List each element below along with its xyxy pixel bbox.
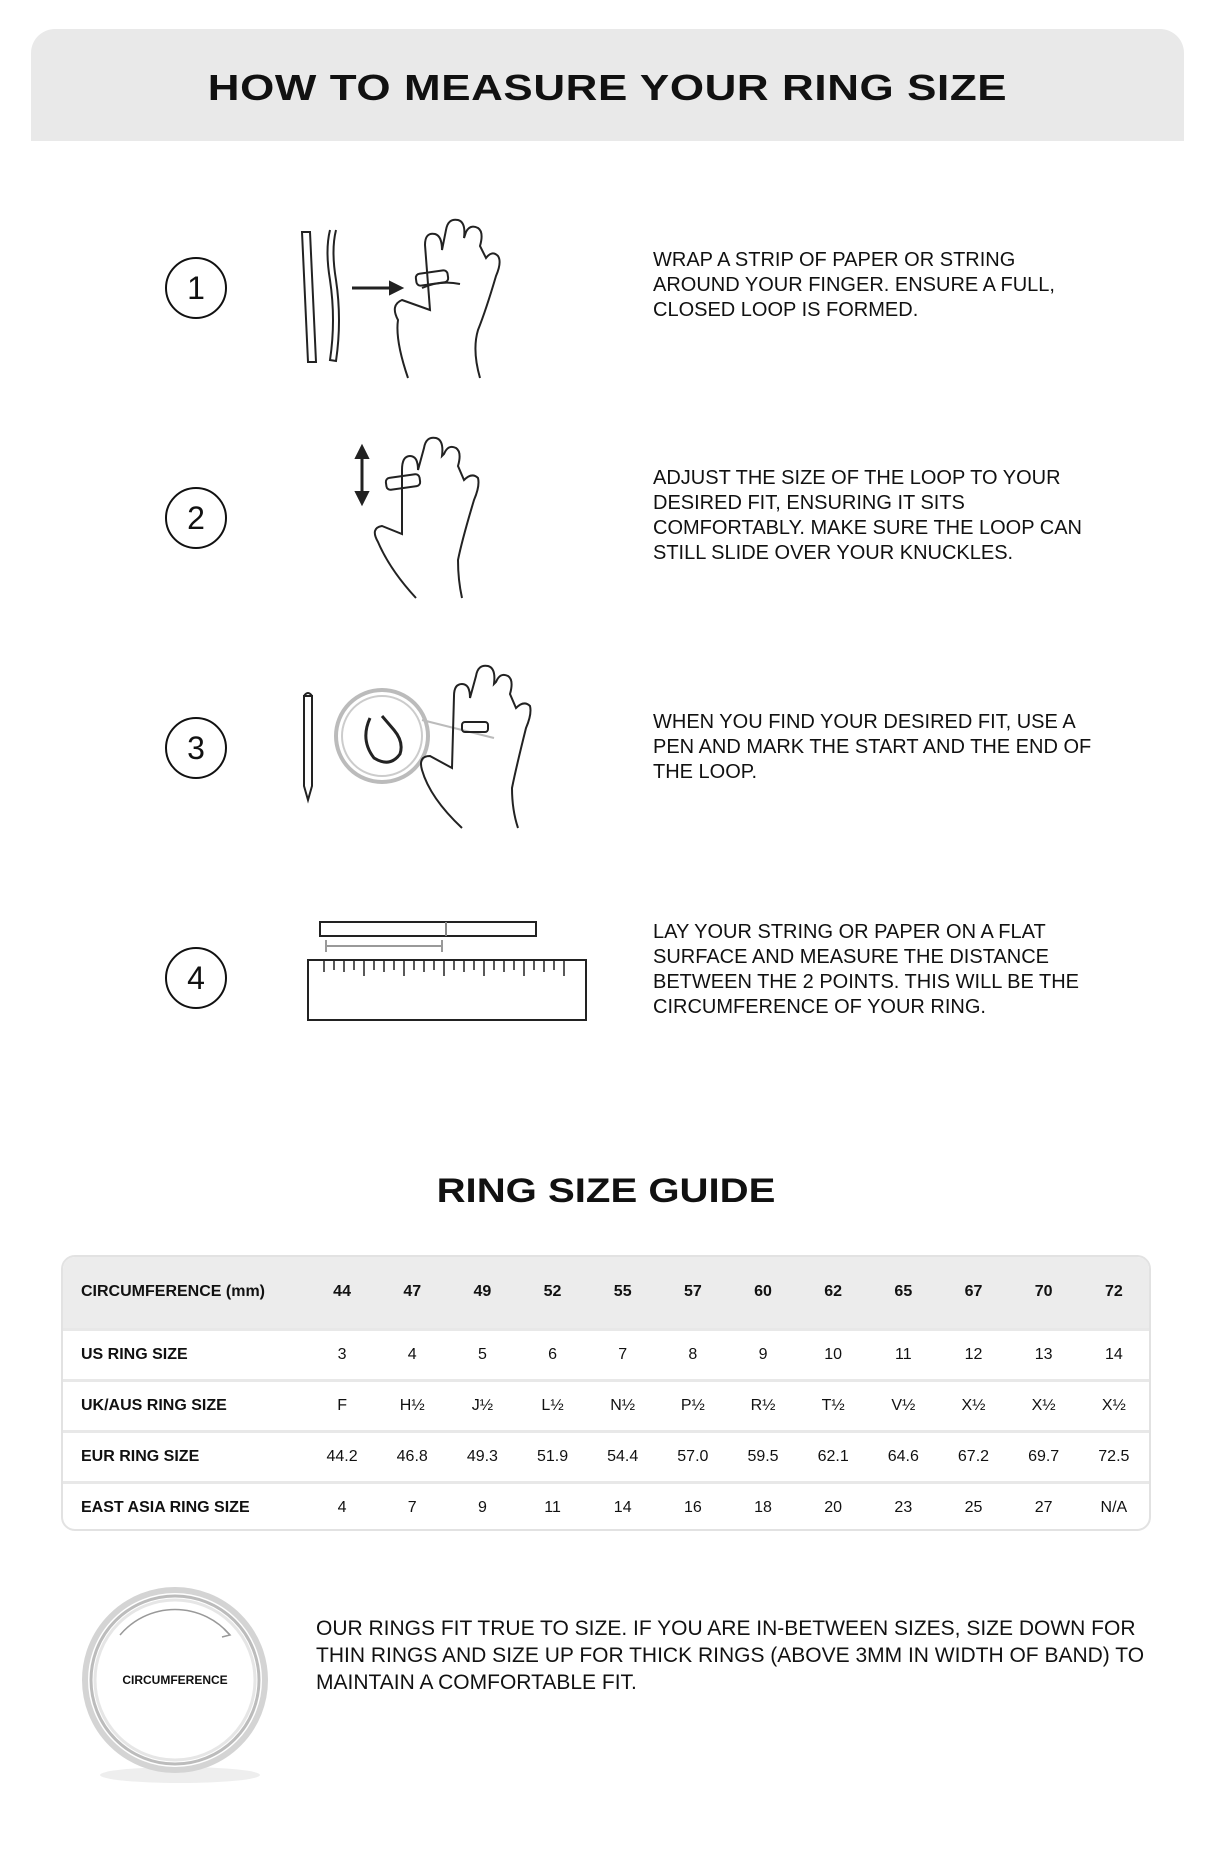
table-cell: 55 — [613, 1283, 632, 1301]
table-cell: 64.6 — [887, 1447, 919, 1465]
table-cell: 4 — [337, 1499, 347, 1517]
table-cell: 49.3 — [466, 1447, 498, 1465]
wrap-paper-illustration — [290, 210, 550, 385]
adjust-loop-illustration — [290, 430, 510, 605]
table-row — [63, 1257, 1149, 1329]
row-label: CIRCUMFERENCE (mm) — [81, 1283, 265, 1301]
table-cell: N½ — [610, 1396, 636, 1414]
row-label: EAST ASIA RING SIZE — [81, 1499, 250, 1517]
table-cell: 27 — [1034, 1499, 1053, 1517]
step-text: ADJUST THE SIZE OF THE LOOP TO YOUR DESIRED FIT, ENSURING IT SITS COMFORTABLY. MAKE SURE THE LOOP CAN STILL SLIDE OVER YOUR KNUCKLES. — [653, 467, 1082, 564]
table-cell: 9 — [477, 1499, 487, 1517]
table-cell: 46.8 — [396, 1447, 428, 1465]
table-cell: X½ — [1101, 1396, 1126, 1414]
table-cell: 12 — [964, 1345, 983, 1363]
table-cell: L½ — [541, 1396, 564, 1414]
table-cell: H½ — [399, 1396, 425, 1414]
table-cell: 57 — [683, 1283, 702, 1301]
table-cell: 59.5 — [747, 1447, 779, 1465]
step-text: WRAP A STRIP OF PAPER OR STRING AROUND YOUR FINGER. ENSURE A FULL, CLOSED LOOP IS FORMED. — [653, 249, 1055, 321]
table-cell: 13 — [1034, 1345, 1053, 1363]
table-row — [63, 1380, 1149, 1431]
table-row — [63, 1329, 1149, 1380]
mark-loop-illustration — [290, 660, 580, 835]
table-row — [63, 1431, 1149, 1482]
table-cell: 47 — [403, 1283, 422, 1301]
table-cell: 20 — [824, 1499, 843, 1517]
table-cell: J½ — [471, 1396, 494, 1414]
table-cell: T½ — [821, 1396, 845, 1414]
table-cell: 10 — [824, 1345, 843, 1363]
table-cell: 23 — [894, 1499, 913, 1517]
row-label: US RING SIZE — [81, 1345, 188, 1363]
step-number: 3 — [165, 717, 227, 779]
hand-icon — [375, 438, 479, 598]
step-number: 2 — [165, 487, 227, 549]
table-cell: 67 — [964, 1283, 983, 1301]
row-label: EUR RING SIZE — [81, 1447, 200, 1465]
table-cell: 62.1 — [817, 1447, 849, 1465]
table-cell: 54.4 — [607, 1447, 639, 1465]
ruler-illustration — [290, 920, 590, 1050]
table-cell: 72 — [1104, 1283, 1123, 1301]
table-cell: 4 — [407, 1345, 417, 1363]
table-cell: 8 — [688, 1345, 698, 1363]
step-text: LAY YOUR STRING OR PAPER ON A FLAT SURFACE AND MEASURE THE DISTANCE BETWEEN THE 2 POINTS. THIS WILL BE THE CIRCUMFERENCE OF YOUR RING. — [653, 921, 1080, 1018]
pencil-icon — [304, 693, 312, 800]
ring-diagram — [80, 1585, 280, 1790]
table-cell: X½ — [1031, 1396, 1056, 1414]
step-number: 4 — [165, 947, 227, 1009]
table-cell: 44 — [333, 1283, 351, 1301]
ring-size-table — [61, 1255, 1151, 1531]
table-cell: 7 — [618, 1345, 628, 1363]
hand-icon — [395, 220, 500, 378]
table-cell: 67.2 — [957, 1447, 990, 1465]
table-cell: N/A — [1100, 1499, 1128, 1517]
hand-icon — [421, 666, 531, 828]
step-text: WHEN YOU FIND YOUR DESIRED FIT, USE A PEN AND MARK THE START AND THE END OF THE LOOP. — [653, 711, 1092, 783]
table-cell: 52 — [543, 1283, 562, 1301]
table-row — [63, 1482, 1149, 1531]
table-cell: F — [337, 1396, 347, 1414]
table-cell: 49 — [473, 1283, 492, 1301]
table-cell: P½ — [680, 1396, 705, 1414]
ring-circumference-label: CIRCUMFERENCE — [122, 1673, 228, 1687]
guide-title: RING SIZE GUIDE — [436, 1172, 776, 1210]
table-cell: 70 — [1034, 1283, 1053, 1301]
table-cell: 57.0 — [677, 1447, 709, 1465]
page-title: HOW TO MEASURE YOUR RING SIZE — [207, 67, 1008, 108]
ring-icon — [336, 690, 428, 782]
table-cell: 6 — [548, 1345, 557, 1363]
table-cell: X½ — [961, 1396, 986, 1414]
table-cell: 18 — [754, 1499, 772, 1517]
table-cell: 11 — [544, 1499, 561, 1517]
table-cell: 60 — [754, 1283, 772, 1301]
row-label: UK/AUS RING SIZE — [81, 1396, 227, 1414]
table-cell: 11 — [895, 1345, 912, 1363]
table-cell: 25 — [964, 1499, 983, 1517]
table-cell: 65 — [894, 1283, 913, 1301]
table-cell: R½ — [750, 1396, 776, 1414]
table-cell: 72.5 — [1098, 1447, 1130, 1465]
table-cell: 14 — [1104, 1345, 1123, 1363]
table-cell: V½ — [891, 1396, 916, 1414]
table-cell: 5 — [477, 1345, 487, 1363]
header-banner — [31, 29, 1184, 141]
table-cell: 7 — [407, 1499, 417, 1517]
table-cell: 62 — [824, 1283, 843, 1301]
table-cell: 9 — [758, 1345, 768, 1363]
fit-note: OUR RINGS FIT TRUE TO SIZE. IF YOU ARE IN-BETWEEN SIZES, SIZE DOWN FOR THIN RINGS AND SIZE UP FOR THICK RINGS (ABOVE 3MM IN WIDTH OF BAND) TO MAINTAIN A COMFORTABLE FIT. — [316, 1617, 1145, 1694]
ruler-icon — [308, 960, 586, 1020]
paper-strip-icon — [302, 230, 339, 362]
table-cell: 16 — [683, 1499, 702, 1517]
table-cell: 14 — [613, 1499, 632, 1517]
table-cell: 3 — [337, 1345, 347, 1363]
table-cell: 69.7 — [1028, 1447, 1060, 1465]
step-number: 1 — [165, 257, 227, 319]
table-cell: 44.2 — [326, 1447, 358, 1465]
table-cell: 51.9 — [536, 1447, 569, 1465]
